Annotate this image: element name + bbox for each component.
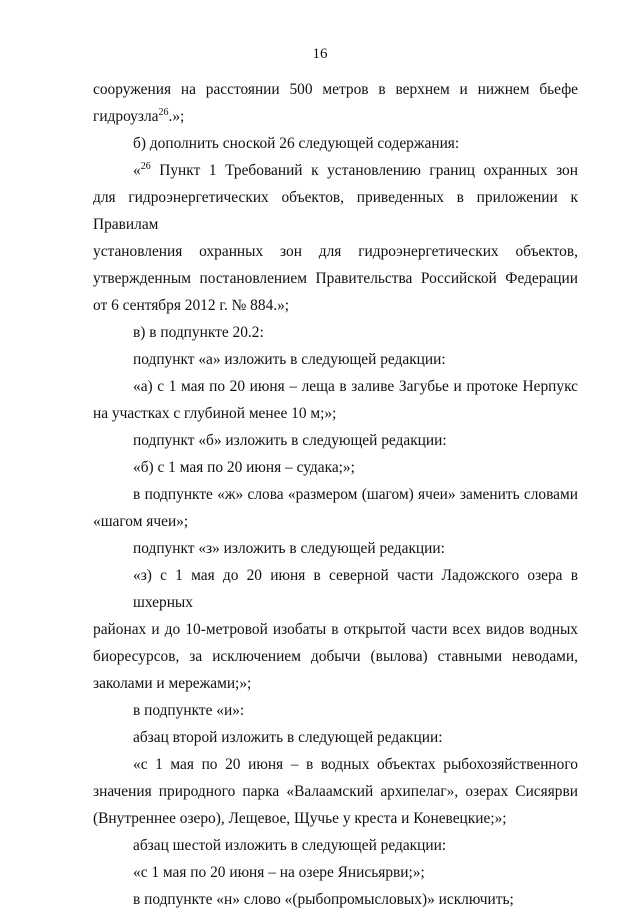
- text-fragment: .»;: [168, 108, 185, 125]
- paragraph: [93, 319, 578, 346]
- text-line: [93, 103, 578, 130]
- text-line: «б) с 1 мая по 20 июня – судака;»;: [133, 459, 355, 476]
- paragraph: [93, 373, 578, 427]
- text-line: б) дополнить сноской 26 следующей содержания:: [133, 135, 460, 152]
- paragraph: [93, 751, 578, 832]
- paragraph: [93, 886, 578, 913]
- text-line: в) в подпункте 20.2:: [133, 324, 264, 341]
- text-line: подпункт «а» изложить в следующей редакции:: [133, 351, 446, 368]
- text-line: абзац второй изложить в следующей редакции:: [133, 729, 443, 746]
- text-line: (Внутреннее озеро), Лещевое, Щучье у креста и Коневецкие;»;: [93, 810, 507, 827]
- text-line: подпункт «з» изложить в следующей редакции:: [133, 540, 445, 557]
- text-line: «с 1 мая по 20 июня – на озере Янисьярви;»;: [133, 864, 425, 881]
- footnote-reference: 26: [158, 107, 169, 118]
- text-line: сооружения на расстоянии 500 метров в верхнем и нижнем бьефе: [93, 81, 578, 98]
- paragraph: [93, 130, 578, 157]
- text-line: установления охранных зон для гидроэнергетических объектов,: [93, 243, 578, 260]
- text-line: в подпункте «н» слово «(рыбопромысловых)» исключить;: [133, 891, 514, 908]
- page-number: 16: [312, 46, 328, 62]
- text-line: в подпункте «и»:: [133, 702, 245, 719]
- paragraph: [93, 346, 578, 373]
- text-line: «а) с 1 мая по 20 июня – леща в заливе Загубье и протоке Нерпукс: [133, 378, 578, 395]
- text-line: в подпункте «ж» слова «размером (шагом) ячеи» заменить словами: [133, 486, 578, 503]
- text-line: от 6 сентября 2012 г. № 884.»;: [93, 297, 290, 314]
- paragraph: [93, 859, 578, 886]
- text-line: на участках с глубиной менее 10 м;»;: [93, 405, 337, 422]
- text-line: биоресурсов, за исключением добычи (вылова) ставными неводами,: [93, 648, 578, 665]
- paragraph: [93, 562, 578, 697]
- text-line: «з) с 1 мая до 20 июня в северной части Ладожского озера в шхерных: [133, 567, 578, 611]
- footnote-marker: 26: [140, 161, 151, 172]
- paragraph: [93, 535, 578, 562]
- text-line: «шагом ячеи»;: [93, 513, 189, 530]
- paragraph: [93, 427, 578, 454]
- text-fragment: «: [133, 162, 141, 179]
- paragraph: [93, 454, 578, 481]
- paragraph: [93, 697, 578, 724]
- document-body: [93, 76, 578, 913]
- text-fragment: Пункт 1 Требований к установлению границ охранных зон: [159, 162, 578, 179]
- text-line: значения природного парка «Валаамский архипелаг», озерах Сисяярви: [93, 783, 578, 800]
- paragraph: [93, 832, 578, 859]
- text-fragment: гидроузла: [93, 108, 159, 125]
- text-line: районах и до 10-метровой изобаты в открытой части всех видов водных: [93, 621, 578, 638]
- text-line: для гидроэнергетических объектов, приведенных в приложении к Правилам: [93, 189, 578, 233]
- paragraph: [93, 481, 578, 535]
- footnote-paragraph: [93, 157, 578, 319]
- text-line: [93, 157, 578, 184]
- text-line: утвержденным постановлением Правительства Российской Федерации: [93, 270, 578, 287]
- text-line: «с 1 мая по 20 июня – в водных объектах рыбохозяйственного: [133, 756, 578, 773]
- text-line: заколами и мережами;»;: [93, 675, 252, 692]
- text-line: абзац шестой изложить в следующей редакции:: [133, 837, 447, 854]
- paragraph-continuation: [93, 76, 578, 130]
- text-line: подпункт «б» изложить в следующей редакции:: [133, 432, 447, 449]
- paragraph: [93, 724, 578, 751]
